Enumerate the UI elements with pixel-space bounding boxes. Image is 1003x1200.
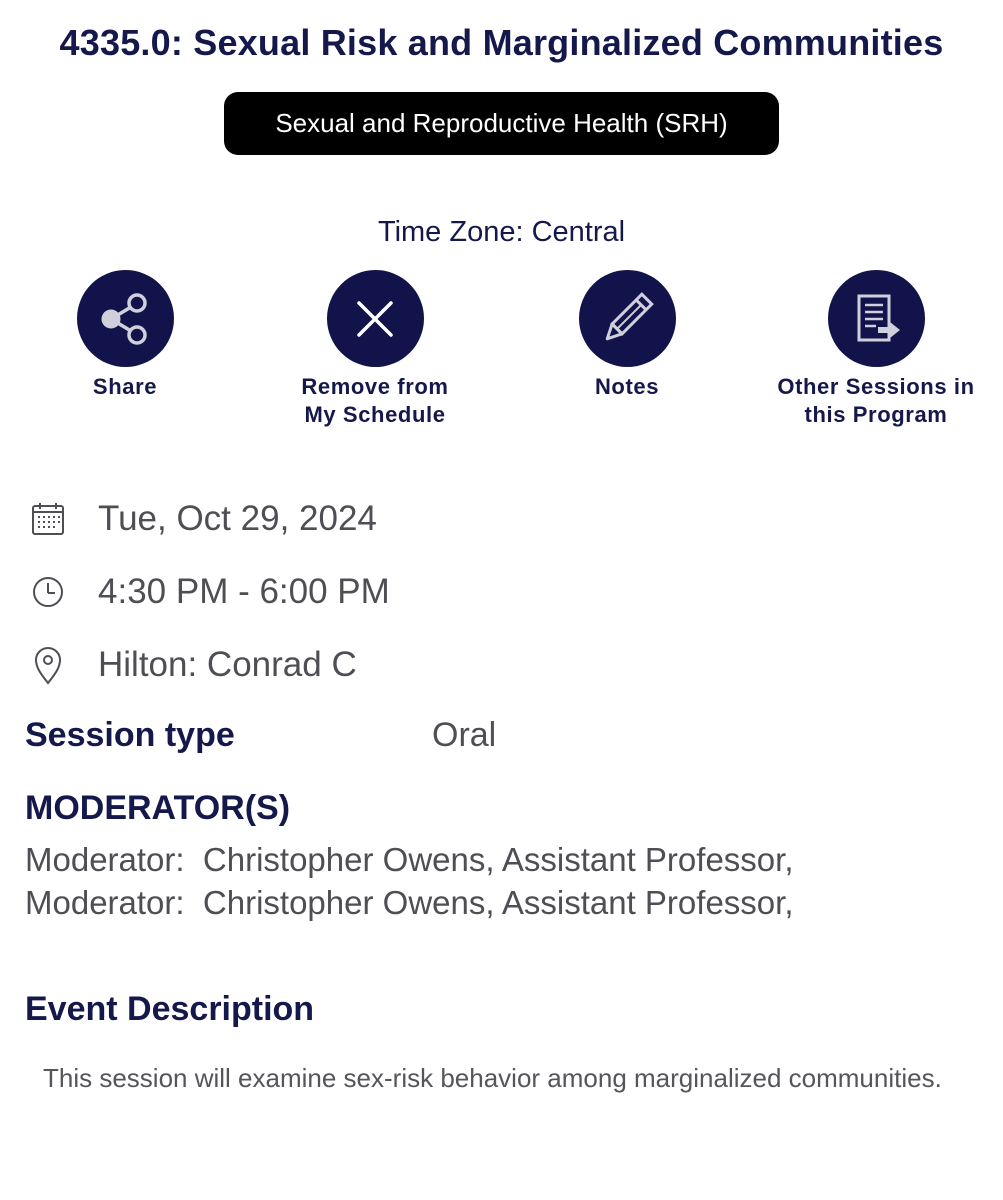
track-badge[interactable]: Sexual and Reproductive Health (SRH): [224, 92, 779, 155]
clock-icon: [28, 572, 68, 612]
time-row: [28, 572, 390, 612]
description-heading: Event Description: [25, 990, 315, 1028]
share-icon: [77, 270, 174, 367]
remove-from-schedule-label: Remove from My Schedule: [301, 374, 449, 427]
pencil-icon: [579, 270, 676, 367]
calendar-icon: [28, 499, 68, 539]
moderator-item: Moderator: Christopher Owens, Assistant Professor,: [25, 884, 794, 921]
other-sessions-button[interactable]: [756, 270, 996, 429]
other-sessions-label: Other Sessions in this Program: [777, 374, 975, 427]
close-icon: [327, 270, 424, 367]
session-date: Tue, Oct 29, 2024: [98, 499, 377, 538]
map-pin-icon: [28, 645, 68, 685]
page-title: 4335.0: Sexual Risk and Marginalized Communities: [59, 22, 944, 63]
session-location: Hilton: Conrad C: [98, 645, 357, 684]
notes-button[interactable]: [507, 270, 747, 401]
session-type-label: Session type: [25, 716, 235, 754]
share-button[interactable]: [5, 270, 245, 401]
remove-from-schedule-button[interactable]: [255, 270, 495, 429]
description-text: This session will examine sex-risk behavior among marginalized communities.: [43, 1063, 942, 1093]
timezone-label: Time Zone: Central: [377, 216, 626, 248]
moderators-heading: MODERATOR(S): [25, 789, 291, 827]
date-row: [28, 499, 377, 539]
session-type-value: Oral: [432, 716, 497, 754]
share-label: Share: [92, 374, 158, 399]
location-row: [28, 645, 357, 685]
document-arrow-icon: [828, 270, 925, 367]
session-time: 4:30 PM - 6:00 PM: [98, 572, 390, 611]
moderator-item: Moderator: Christopher Owens, Assistant Professor,: [25, 841, 794, 878]
notes-label: Notes: [594, 374, 660, 399]
